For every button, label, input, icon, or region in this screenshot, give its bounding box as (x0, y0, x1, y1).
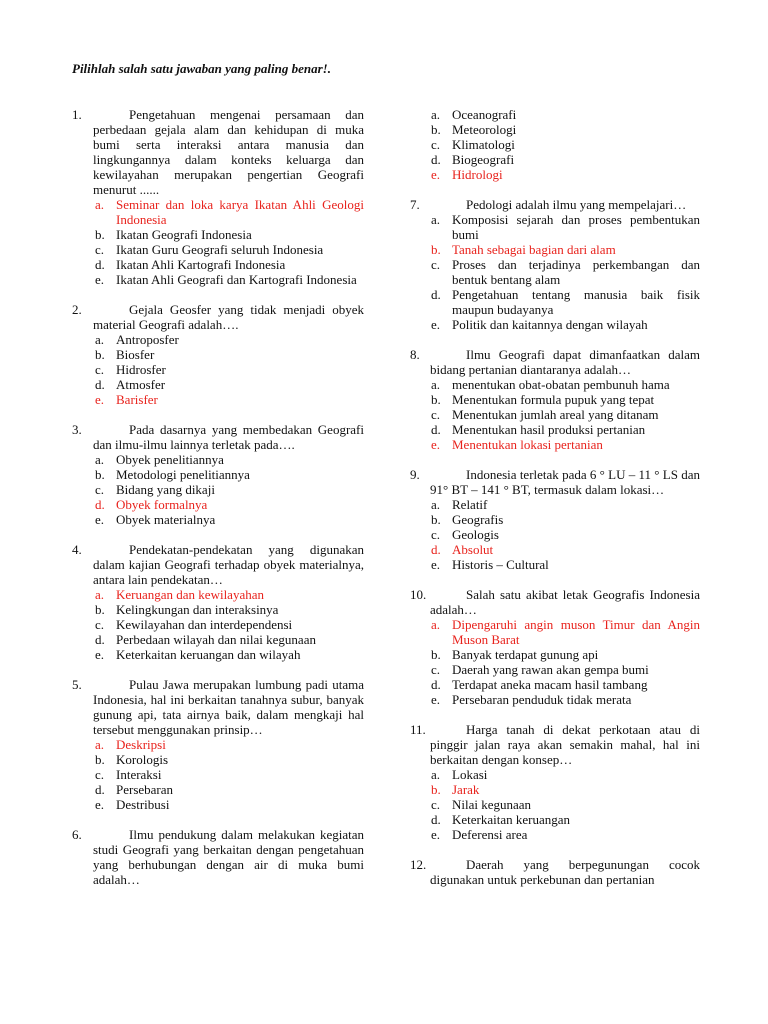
option-text: Pengetahuan tentang manusia baik fisik maupun budayanya (452, 287, 700, 317)
answer-option (72, 362, 364, 377)
option-text: Keterkaitan keruangan (452, 812, 571, 827)
option-text: Daerah yang rawan akan gempa bumi (452, 662, 649, 677)
question (410, 587, 700, 707)
answer-option (72, 737, 364, 752)
option-text: Geologis (452, 527, 499, 542)
option-letter: d. (431, 422, 441, 437)
answer-option (72, 242, 364, 257)
question-text: Pedologi adalah ilmu yang mempelajari… (466, 197, 687, 212)
question-number: 11. (410, 722, 426, 737)
option-letter: d. (431, 287, 441, 302)
option-letter: a. (431, 767, 441, 782)
answer-option (410, 797, 700, 812)
continued-options (410, 107, 700, 182)
answer-option (72, 452, 364, 467)
question-text: Gejala Geosfer yang tidak menjadi obyek material Geografi adalah…. (93, 302, 364, 332)
answer-option (410, 692, 700, 707)
option-text: Kelingkungan dan interaksinya (116, 602, 279, 617)
answer-option (72, 377, 364, 392)
option-text: Barisfer (116, 392, 158, 407)
option-text: Geografis (452, 512, 504, 527)
question-text: Salah satu akibat letak Geografis Indonesia adalah… (430, 587, 700, 617)
answer-option (410, 407, 700, 422)
option-text: Perbedaan wilayah dan nilai kegunaan (116, 632, 316, 647)
question-text: Pendekatan-pendekatan yang digunakan dalam kajian Geografi terhadap obyek materialnya, antara lain pendekatan… (93, 542, 364, 587)
question-number: 5. (72, 677, 82, 692)
answer-option (410, 287, 700, 317)
option-text: Destribusi (116, 797, 170, 812)
option-text: Keruangan dan kewilayahan (116, 587, 264, 602)
answer-option (72, 227, 364, 242)
option-letter: d. (95, 782, 105, 797)
option-letter: c. (431, 662, 441, 677)
question (72, 107, 364, 287)
question-stem (410, 857, 700, 887)
question (72, 542, 364, 662)
option-text: Interaksi (116, 767, 162, 782)
option-text: Menentukan formula pupuk yang tepat (452, 392, 655, 407)
option-text: Atmosfer (116, 377, 166, 392)
answer-option (410, 497, 700, 512)
question-number: 7. (410, 197, 420, 212)
option-letter: e. (431, 437, 441, 452)
option-letter: a. (431, 212, 441, 227)
option-list (72, 332, 364, 407)
option-text: Nilai kegunaan (452, 797, 532, 812)
question-stem (410, 587, 700, 617)
answer-option (72, 497, 364, 512)
answer-option (72, 617, 364, 632)
option-list (410, 617, 700, 707)
question (72, 302, 364, 407)
answer-option (410, 377, 700, 392)
answer-option (410, 107, 700, 122)
answer-option (410, 662, 700, 677)
answer-option (410, 137, 700, 152)
option-text: Persebaran penduduk tidak merata (452, 692, 632, 707)
option-letter: e. (431, 317, 441, 332)
answer-option (410, 437, 700, 452)
option-text: Historis – Cultural (452, 557, 549, 572)
question-stem (410, 347, 700, 377)
answer-option (72, 272, 364, 287)
option-letter: b. (95, 752, 105, 767)
option-letter: d. (95, 497, 105, 512)
option-text: Ikatan Guru Geografi seluruh Indonesia (116, 242, 324, 257)
option-list (72, 737, 364, 812)
option-letter: c. (431, 137, 441, 152)
option-text: Klimatologi (452, 137, 515, 152)
question-text: Pada dasarnya yang membedakan Geografi dan ilmu-ilmu lainnya terletak pada…. (93, 422, 364, 452)
instruction-heading: Pilihlah salah satu jawaban yang paling benar!. (72, 61, 331, 76)
question (410, 857, 700, 887)
answer-option (72, 782, 364, 797)
option-text: Politik dan kaitannya dengan wilayah (452, 317, 648, 332)
answer-option (72, 482, 364, 497)
question-number: 10. (410, 587, 427, 602)
option-text: Ikatan Ahli Geografi dan Kartografi Indonesia (116, 272, 357, 287)
option-letter: c. (95, 242, 105, 257)
option-letter: a. (95, 452, 105, 467)
question-number: 6. (72, 827, 82, 842)
question-text: Daerah yang berpegunungan cocok digunakan untuk perkebunan dan pertanian (430, 857, 700, 887)
option-letter: c. (95, 362, 105, 377)
answer-option (410, 422, 700, 437)
option-letter: b. (431, 782, 441, 797)
option-letter: e. (431, 167, 441, 182)
question (410, 722, 700, 842)
option-text: Metodologi penelitiannya (116, 467, 250, 482)
answer-option (410, 557, 700, 572)
answer-option (72, 587, 364, 602)
question-stem (410, 722, 700, 767)
option-letter: c. (431, 257, 441, 272)
option-text: Obyek formalnya (116, 497, 208, 512)
answer-option (72, 632, 364, 647)
answer-option (72, 257, 364, 272)
option-letter: d. (431, 152, 441, 167)
question-stem (72, 302, 364, 332)
right-column (410, 107, 700, 887)
answer-option (410, 167, 700, 182)
question (410, 467, 700, 572)
question (72, 827, 364, 887)
answer-option (72, 647, 364, 662)
option-text: Antroposfer (116, 332, 179, 347)
question-text: Ilmu Geografi dapat dimanfaatkan dalam bidang pertanian diantaranya adalah… (430, 347, 700, 377)
option-letter: b. (95, 602, 105, 617)
option-text: Lokasi (452, 767, 488, 782)
option-text: Obyek materialnya (116, 512, 216, 527)
option-letter: b. (95, 347, 105, 362)
question-number: 2. (72, 302, 82, 317)
option-text: Hidrologi (452, 167, 503, 182)
option-letter: c. (95, 767, 105, 782)
question-text: Harga tanah di dekat perkotaan atau di pinggir jalan raya akan semakin mahal, hal ini berkaitan dengan konsep… (430, 722, 700, 767)
option-text: Ikatan Ahli Kartografi Indonesia (116, 257, 286, 272)
option-letter: b. (431, 512, 441, 527)
option-letter: e. (95, 797, 105, 812)
option-list (72, 587, 364, 662)
option-text: Korologis (116, 752, 168, 767)
answer-option (410, 317, 700, 332)
answer-option (410, 527, 700, 542)
option-text: Seminar dan loka karya Ikatan Ahli Geologi Indonesia (116, 197, 364, 227)
question (72, 677, 364, 812)
option-text: Bidang yang dikaji (116, 482, 215, 497)
question-stem (72, 677, 364, 737)
question-number: 4. (72, 542, 82, 557)
answer-option (410, 617, 700, 647)
answer-option (410, 782, 700, 797)
answer-option (72, 797, 364, 812)
option-letter: b. (431, 392, 441, 407)
answer-option (410, 152, 700, 167)
option-text: Obyek penelitiannya (116, 452, 224, 467)
answer-option (72, 332, 364, 347)
option-letter: e. (431, 692, 441, 707)
answer-option (72, 197, 364, 227)
question-number: 1. (72, 107, 82, 122)
option-letter: e. (431, 827, 441, 842)
option-letter: a. (431, 617, 441, 632)
question-stem (410, 197, 700, 212)
question-number: 3. (72, 422, 82, 437)
option-text: Deskripsi (116, 737, 166, 752)
option-text: Ikatan Geografi Indonesia (116, 227, 252, 242)
option-text: Relatif (452, 497, 488, 512)
option-letter: b. (431, 647, 441, 662)
option-letter: c. (431, 407, 441, 422)
option-text: Oceanografi (452, 107, 517, 122)
option-text: Tanah sebagai bagian dari alam (452, 242, 616, 257)
option-text: Keterkaitan keruangan dan wilayah (116, 647, 301, 662)
option-text: Absolut (452, 542, 494, 557)
answer-option (410, 212, 700, 242)
option-letter: b. (95, 227, 105, 242)
answer-option (410, 677, 700, 692)
option-text: Hidrosfer (116, 362, 166, 377)
option-text: Biosfer (116, 347, 155, 362)
option-letter: b. (431, 242, 441, 257)
question-text: Pulau Jawa merupakan lumbung padi utama Indonesia, hal ini berkaitan tanahnya subur, banyak gunung api, tata airnya baik, dalam mengkaji hal tersebut menggunakan prinsip… (93, 677, 364, 737)
question-stem (72, 542, 364, 587)
option-text: Komposisi sejarah dan proses pembentukan bumi (452, 212, 700, 242)
option-list (410, 212, 700, 332)
question-number: 8. (410, 347, 420, 362)
option-letter: e. (95, 272, 105, 287)
option-list (72, 197, 364, 287)
option-letter: a. (431, 377, 441, 392)
option-letter: c. (431, 797, 441, 812)
option-text: Menentukan lokasi pertanian (452, 437, 603, 452)
question-text: Pengetahuan mengenai persamaan dan perbedaan gejala alam dan kehidupan di muka bumi serta interaksi antara manusia dan lingkungannya dalam konteks keluarga dan kewilayahan merupakan pengertian Geografi menurut ...... (93, 107, 364, 197)
option-letter: c. (95, 617, 105, 632)
option-text: Biogeografi (452, 152, 515, 167)
option-text: Deferensi area (452, 827, 528, 842)
option-letter: a. (95, 332, 105, 347)
option-letter: c. (431, 527, 441, 542)
option-letter: c. (95, 482, 105, 497)
option-text: Proses dan terjadinya perkembangan dan bentuk bentang alam (452, 257, 700, 287)
question-stem (72, 827, 364, 887)
answer-option (410, 392, 700, 407)
option-list (410, 767, 700, 842)
option-letter: a. (95, 587, 105, 602)
question (410, 197, 700, 332)
question-number: 12. (410, 857, 427, 872)
option-text: Terdapat aneka macam hasil tambang (452, 677, 648, 692)
option-list (410, 377, 700, 452)
answer-option (410, 647, 700, 662)
option-letter: e. (431, 557, 441, 572)
right-questions (410, 197, 700, 887)
option-text: Menentukan hasil produksi pertanian (452, 422, 646, 437)
option-letter: a. (431, 107, 441, 122)
option-text: Banyak terdapat gunung api (452, 647, 599, 662)
answer-option (410, 122, 700, 137)
answer-option (410, 257, 700, 287)
answer-option (72, 767, 364, 782)
option-letter: d. (95, 377, 105, 392)
option-list (410, 497, 700, 572)
option-letter: e. (95, 512, 105, 527)
question (410, 347, 700, 452)
answer-option (72, 392, 364, 407)
option-letter: d. (431, 677, 441, 692)
question-text: Indonesia terletak pada 6 ° LU – 11 ° LS dan 91° BT – 141 ° BT, termasuk dalam lokasi… (430, 467, 700, 497)
question-number: 9. (410, 467, 420, 482)
question-text: Ilmu pendukung dalam melakukan kegiatan studi Geografi yang berkaitan dengan pengetahuan yang berhubungan dengan air di muka bumi adalah… (93, 827, 364, 887)
option-text: Kewilayahan dan interdependensi (116, 617, 293, 632)
option-text: Dipengaruhi angin muson Timur dan Angin Muson Barat (452, 617, 700, 647)
option-letter: d. (431, 542, 441, 557)
question-stem (72, 422, 364, 452)
option-text: Persebaran (116, 782, 174, 797)
answer-option (72, 512, 364, 527)
option-text: Menentukan jumlah areal yang ditanam (452, 407, 659, 422)
option-letter: a. (95, 197, 105, 212)
answer-option (410, 242, 700, 257)
answer-option (410, 512, 700, 527)
option-letter: a. (431, 497, 441, 512)
option-letter: e. (95, 647, 105, 662)
option-text: Jarak (452, 782, 480, 797)
option-letter: d. (431, 812, 441, 827)
option-letter: a. (95, 737, 105, 752)
answer-option (72, 752, 364, 767)
option-text: Meteorologi (452, 122, 517, 137)
option-letter: e. (95, 392, 105, 407)
answer-option (72, 602, 364, 617)
option-letter: b. (95, 467, 105, 482)
option-text: menentukan obat-obatan pembunuh hama (452, 377, 670, 392)
answer-option (410, 767, 700, 782)
answer-option (410, 812, 700, 827)
left-column (72, 107, 364, 887)
answer-option (410, 542, 700, 557)
question-stem (410, 467, 700, 497)
answer-option (410, 827, 700, 842)
question (72, 422, 364, 527)
option-letter: b. (431, 122, 441, 137)
option-letter: d. (95, 257, 105, 272)
option-list (72, 452, 364, 527)
question-stem (72, 107, 364, 197)
option-letter: d. (95, 632, 105, 647)
answer-option (72, 347, 364, 362)
answer-option (72, 467, 364, 482)
